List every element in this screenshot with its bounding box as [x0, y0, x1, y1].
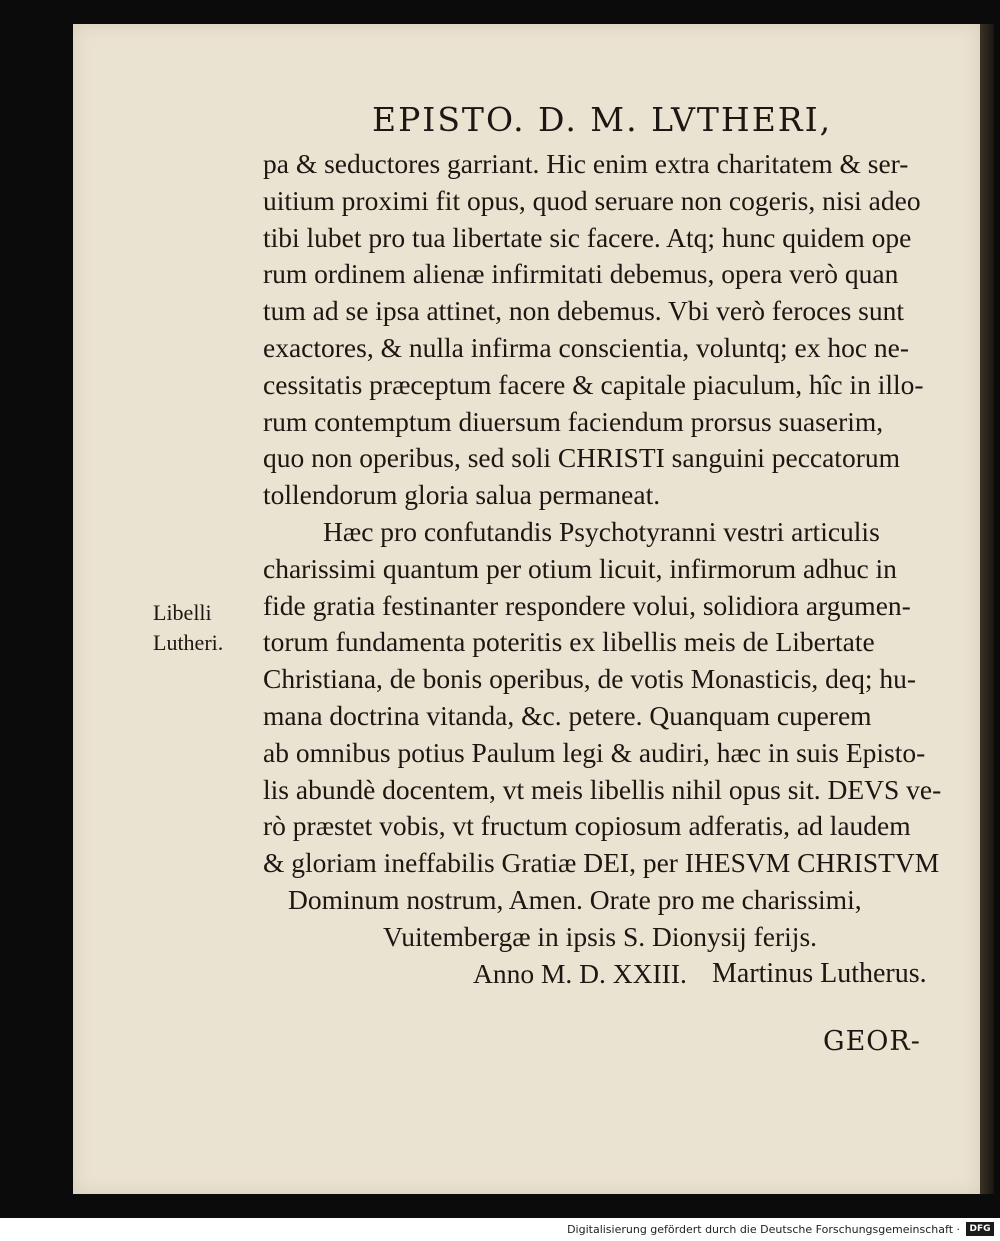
- text-line: fide gratia festinanter respondere volui, solidiora argumen-: [263, 589, 911, 621]
- text-line: rò præstet vobis, vt fructum copiosum adferatis, ad laudem: [263, 810, 911, 842]
- margin-note-line: Lutheri.: [153, 630, 224, 655]
- catchword: GEOR-: [823, 1026, 921, 1057]
- body-text: [263, 146, 942, 992]
- text-line: rum ordinem alienæ infirmitati debemus, opera verò quan: [263, 258, 899, 290]
- text-line: tibi lubet pro tua libertate sic facere. Atq; hunc quidem ope: [263, 221, 912, 253]
- text-line: & gloriam ineffabilis Gratiæ DEI, per IHESVM CHRISTVM: [263, 847, 940, 879]
- text-line: cessitatis præceptum facere & capitale piaculum, hîc in illo-: [263, 368, 924, 400]
- text-line: quo non operibus, sed soli CHRISTI sanguini peccatorum: [263, 442, 900, 474]
- signature: Martinus Lutherus.: [712, 958, 927, 989]
- text-line: tum ad se ipsa attinet, non debemus. Vbi verò feroces sunt: [263, 295, 905, 327]
- text-line: pa & seductores garriant. Hic enim extra charitatem & ser-: [263, 148, 909, 179]
- text-line: ab omnibus potius Paulum legi & audiri, hæc in suis Episto-: [263, 736, 926, 768]
- footer-bar: [0, 1218, 1000, 1241]
- text-line: torum fundamenta poteritis ex libellis meis de Libertate: [263, 626, 875, 658]
- page-edge: [980, 24, 994, 1194]
- text-line: tollendorum gloria salua permaneat.: [263, 479, 661, 511]
- text-line: Christiana, de bonis operibus, de votis Monasticis, deq; hu-: [263, 663, 917, 695]
- text-line: Dominum nostrum, Amen. Orate pro me charissimi,: [288, 883, 862, 915]
- text-line: exactores, & nulla infirma conscientia, voluntq; ex hoc ne-: [263, 331, 910, 363]
- text-line: uitium proximi fit opus, quod seruare non cogeris, nisi adeo: [263, 184, 921, 216]
- running-head: EPISTO. D. M. LVTHERI,: [372, 100, 833, 139]
- text-line: charissimi quantum per otium licuit, infirmorum adhuc in: [263, 552, 897, 584]
- margin-note: [153, 598, 223, 658]
- text-line: Hæc pro confutandis Psychotyranni vestri articulis: [323, 515, 880, 547]
- funding-credit: Digitalisierung gefördert durch die Deutsche Forschungsgemeinschaft ·: [567, 1223, 960, 1236]
- dfg-logo-icon[interactable]: DFG: [966, 1222, 994, 1236]
- text-line: lis abundè docentem, vt meis libellis nihil opus sit. DEVS ve-: [263, 773, 942, 805]
- text-line: Vuitembergæ in ipsis S. Dionysij ferijs.: [383, 920, 818, 952]
- margin-note-line: Libelli: [153, 600, 212, 625]
- text-line: mana doctrina vitanda, &c. petere. Quanquam cuperem: [263, 699, 872, 731]
- text-line: Anno M. D. XXIII.: [473, 957, 687, 989]
- text-line: rum contemptum diuersum faciendum prorsus suaserim,: [263, 405, 884, 437]
